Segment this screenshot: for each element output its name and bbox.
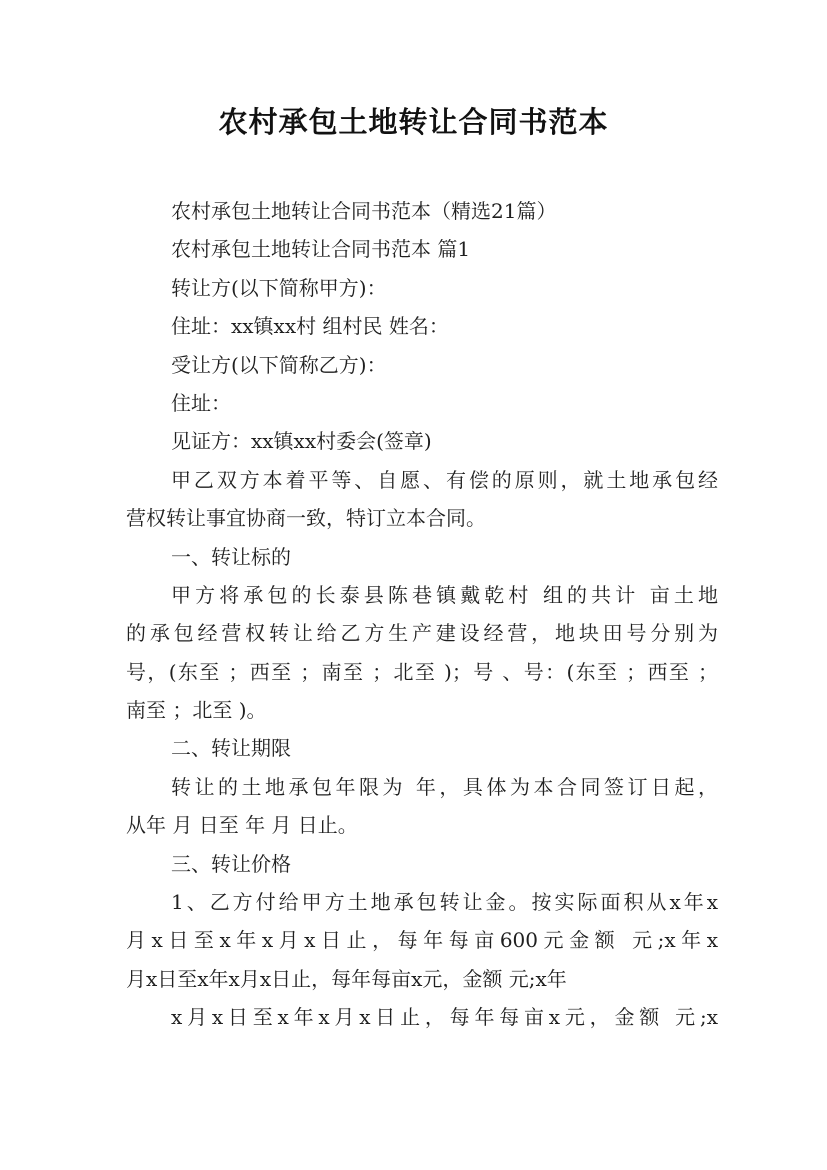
- paragraph-line: 受让方(以下简称乙方)：: [171, 352, 387, 377]
- section-heading: 二、转让期限: [171, 736, 291, 761]
- paragraph-line: 农村承包土地转让合同书范本（精选21篇）: [171, 199, 557, 223]
- section-heading: 三、转让价格: [171, 851, 291, 876]
- paragraph-line: 甲方将承包的长泰县陈巷镇戴乾村 组的共计 亩土地: [171, 582, 718, 607]
- paragraph-line: 的承包经营权转让给乙方生产建设经营，地块田号分别为: [126, 621, 718, 646]
- paragraph-line: x月x日至x年x月x日止，每年每亩x元，金额 元;x: [171, 1005, 718, 1030]
- paragraph-line: 月x日至x年x月x日止，每年每亩x元，金额 元;x年: [126, 966, 567, 991]
- document-body: [126, 192, 718, 1037]
- paragraph-line: 甲乙双方本着平等、自愿、有偿的原则，就土地承包经: [171, 467, 718, 492]
- section-heading: 一、转让标的: [171, 544, 291, 569]
- paragraph-line: 农村承包土地转让合同书范本 篇1: [171, 237, 471, 262]
- document-title: 农村承包土地转让合同书范本: [218, 105, 609, 139]
- paragraph-line: 转让的土地承包年限为 年，具体为本合同签订日起，: [171, 774, 718, 799]
- paragraph-line: 住址：xx镇xx村 组村民 姓名：: [171, 314, 449, 339]
- paragraph-line: 营权转让事宜协商一致，特订立本合同。: [126, 506, 486, 531]
- paragraph-line: 月x日至x年x月x日止，每年每亩600元金额 元;x年x: [126, 928, 718, 953]
- paragraph-line: 号，(东至 ；西至 ；南至 ；北至 )；号 、号：(东至 ；西至 ；: [126, 659, 718, 684]
- paragraph-line: 见证方：xx镇xx村委会(签章): [171, 429, 432, 454]
- paragraph-line: 住址：: [171, 390, 231, 415]
- paragraph-line: 从年 月 日至 年 月 日止。: [126, 813, 358, 838]
- paragraph-line: 转让方(以下简称甲方)：: [171, 275, 387, 300]
- paragraph-line: 南至 ；北至 )。: [126, 698, 267, 723]
- paragraph-line: 1、乙方付给甲方土地承包转让金。按实际面积从x年x: [171, 890, 718, 915]
